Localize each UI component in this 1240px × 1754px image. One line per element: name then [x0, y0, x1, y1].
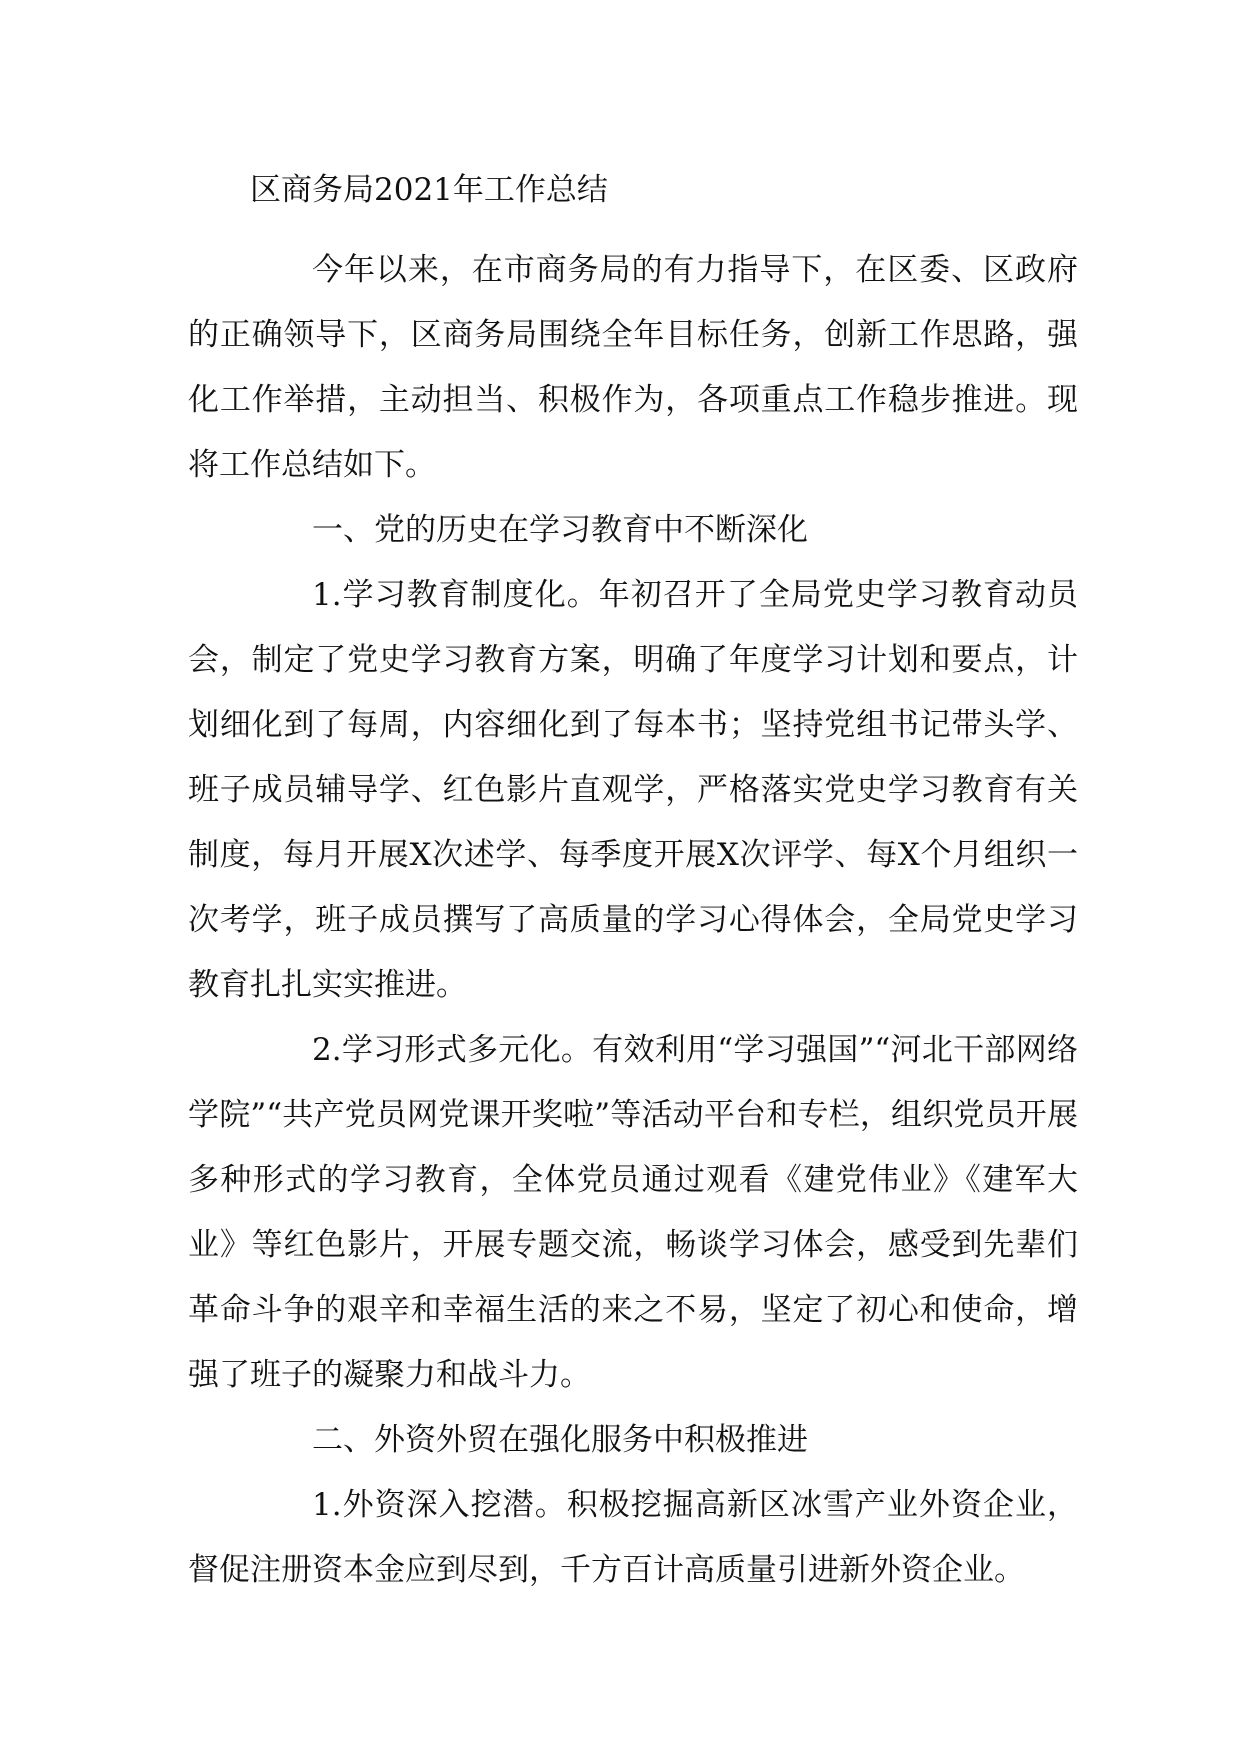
document-title: 区商务局2021年工作总结 — [250, 172, 608, 208]
section-heading-2: 二、外资外贸在强化服务中积极推进 — [312, 1422, 808, 1458]
document-body — [188, 238, 1078, 1603]
section-heading-1: 一、党的历史在学习教育中不断深化 — [312, 512, 808, 548]
intro-paragraph: 今年以来，在市商务局的有力指导下，在区委、区政府的正确领导下，区商务局围绕全年目标任务，创新工作思路，强化工作举措，主动担当、积极作为，各项重点工作稳步推进。现将工作总结如下。 — [188, 252, 1078, 483]
paragraph-study-system: 1.学习教育制度化。年初召开了全局党史学习教育动员会，制定了党史学习教育方案，明确了年度学习计划和要点，计划细化到了每周，内容细化到了每本书；坚持党组书记带头学、班子成员辅导学、红色影片直观学，严格落实党史学习教育有关制度，每月开展X次述学、每季度开展X次评学、每X个月组织一次考学，班子成员撰写了高质量的学习心得体会，全局党史学习教育扎扎实实推进。 — [188, 577, 1078, 1003]
paragraph-foreign-investment: 1.外资深入挖潜。积极挖掘高新区冰雪产业外资企业，督促注册资本金应到尽到，千方百计高质量引进新外资企业。 — [188, 1487, 1078, 1588]
paragraph-study-forms: 2.学习形式多元化。有效利用“学习强国”“河北干部网络学院”“共产党员网党课开奖啦”等活动平台和专栏，组织党员开展多种形式的学习教育，全体党员通过观看《建党伟业》《建军大业》等红色影片，开展专题交流，畅谈学习体会，感受到先辈们革命斗争的艰辛和幸福生活的来之不易，坚定了初心和使命，增强了班子的凝聚力和战斗力。 — [188, 1032, 1078, 1393]
